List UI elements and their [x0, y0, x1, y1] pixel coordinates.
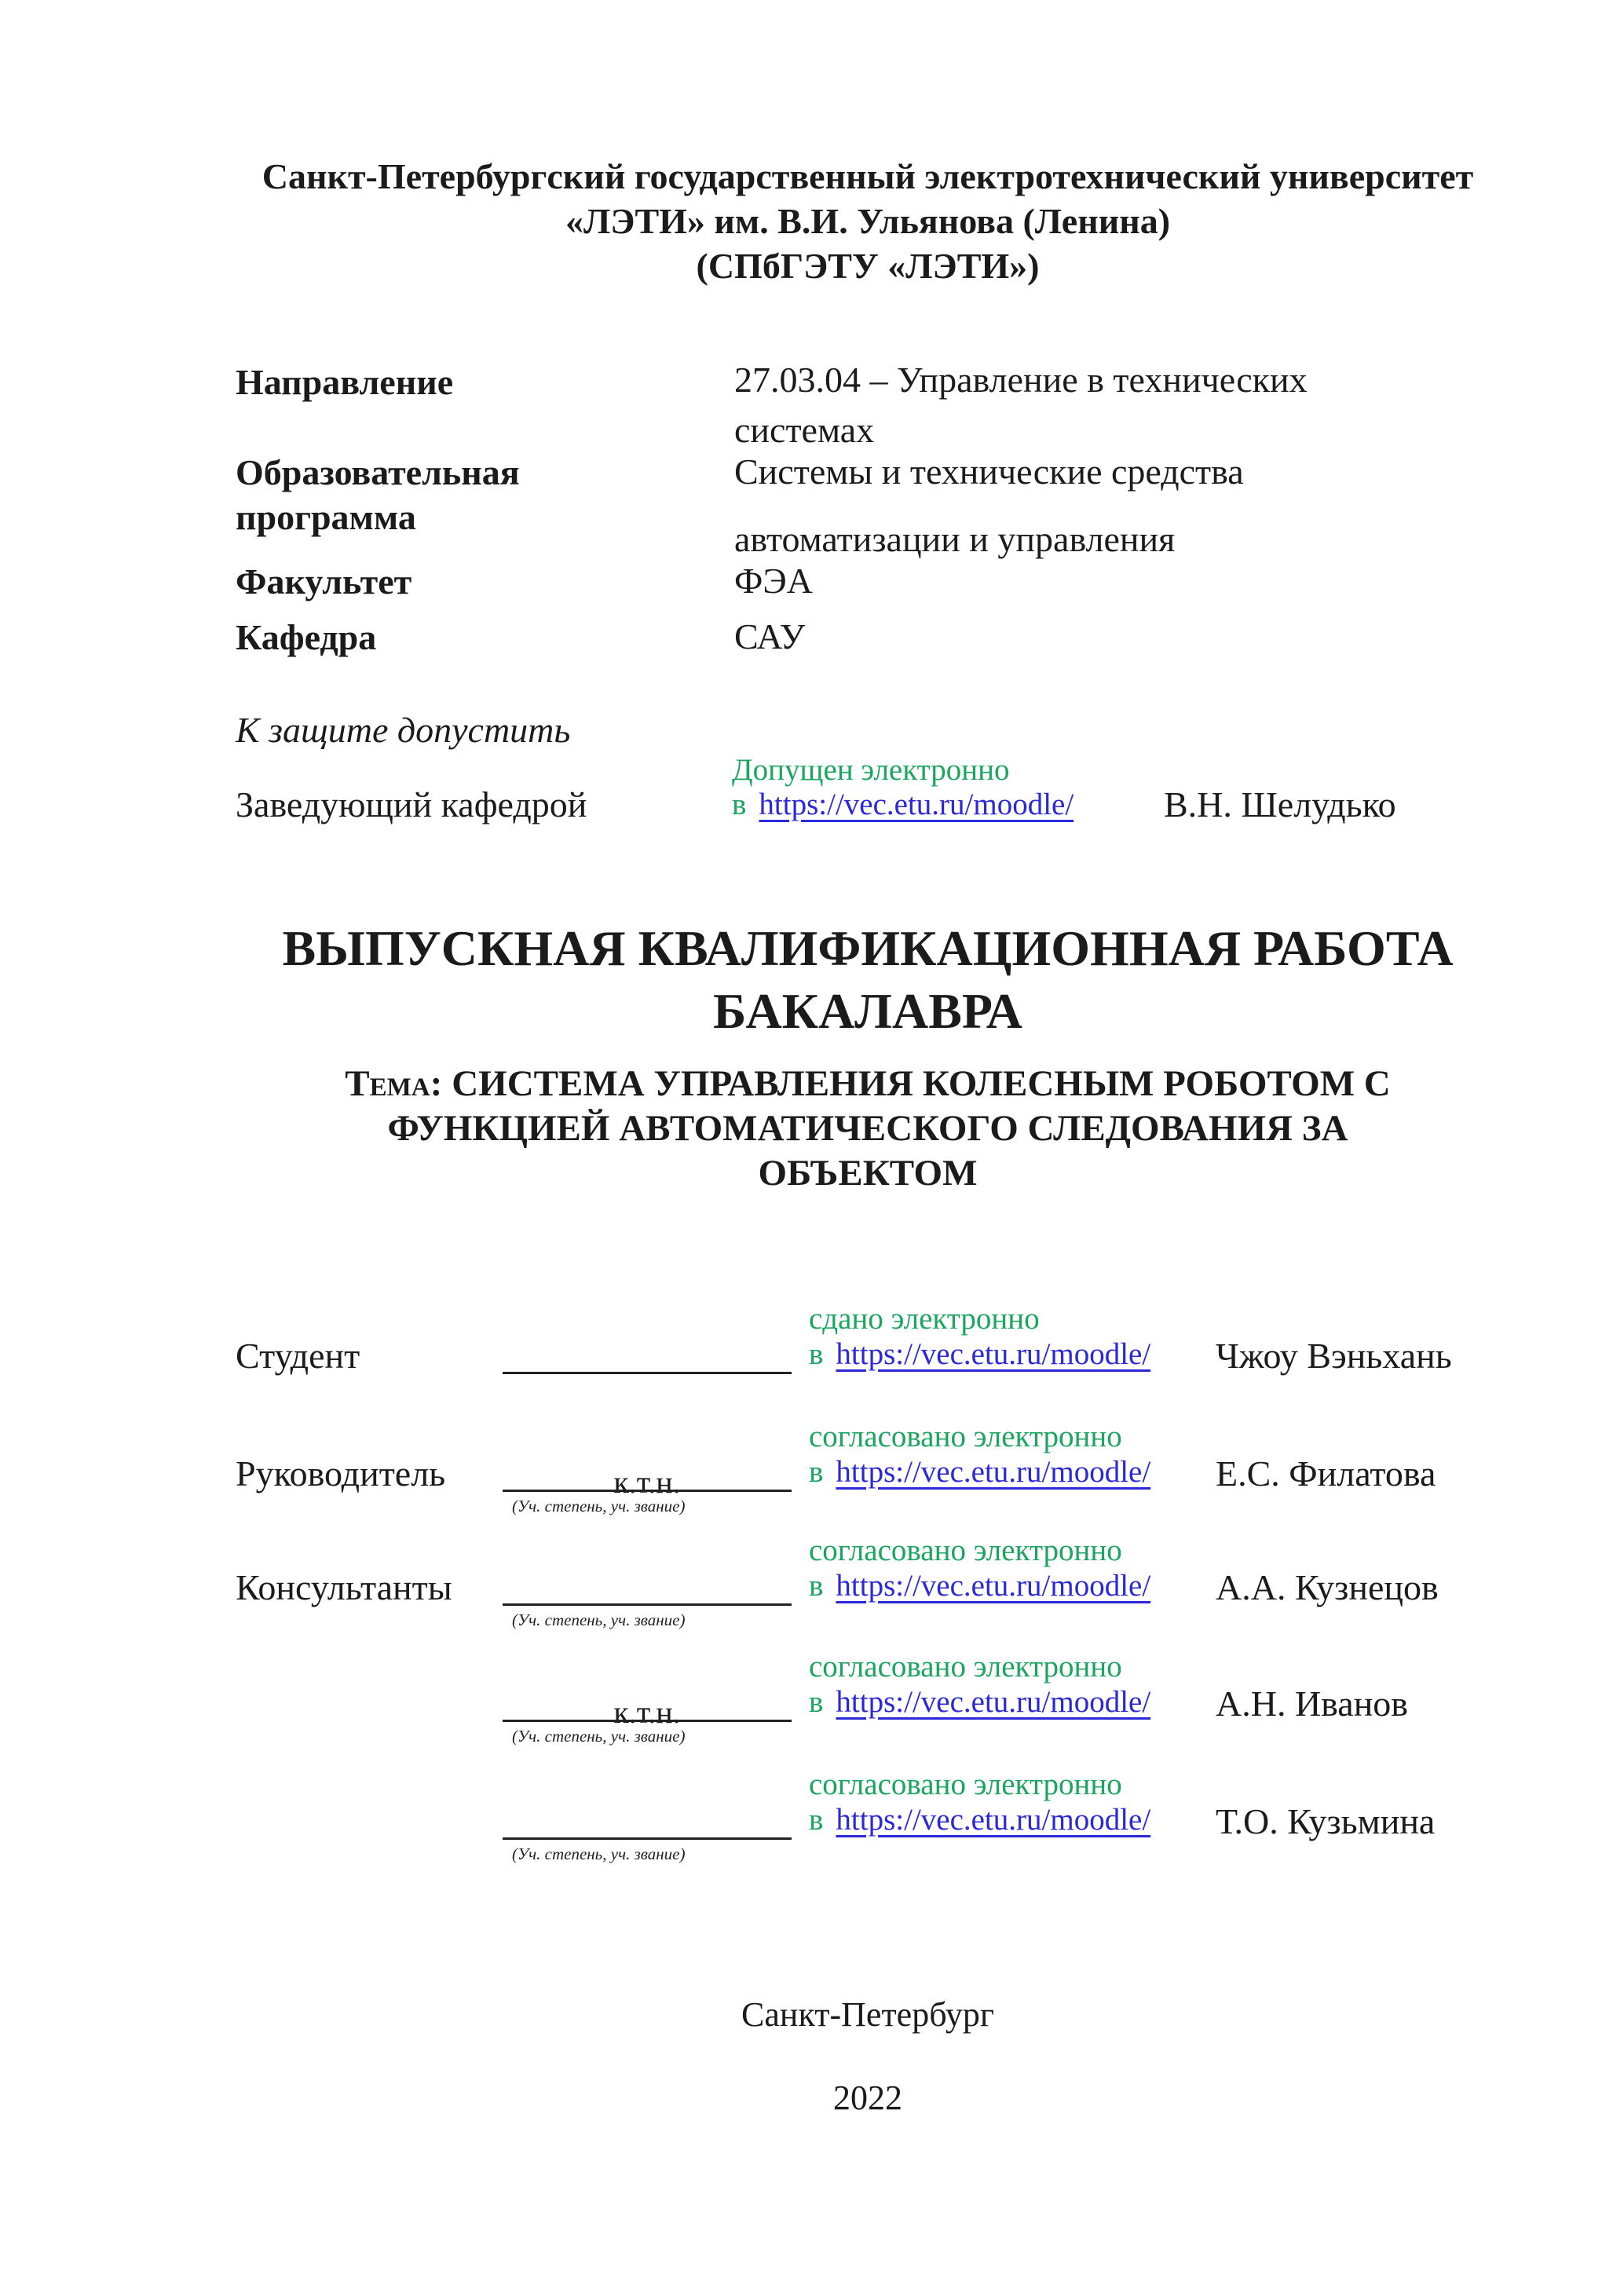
moodle-link[interactable]: https://vec.etu.ru/moodle/	[836, 1685, 1151, 1719]
signatory-name: А.А. Кузнецов	[1216, 1567, 1439, 1607]
signature-underline	[503, 1720, 792, 1722]
degree-caption: (Уч. степень, уч. звание)	[512, 1844, 686, 1863]
moodle-link[interactable]: https://vec.etu.ru/moodle/	[836, 1569, 1151, 1603]
moodle-link[interactable]: https://vec.etu.ru/moodle/	[836, 1803, 1151, 1837]
link-prefix: в	[809, 1337, 824, 1371]
department-value: САУ	[734, 616, 806, 656]
signature-role: Студент	[236, 1336, 360, 1376]
work-title-line2: БАКАЛАВРА	[712, 983, 1023, 1039]
e-sign-status: согласовано электронно	[809, 1534, 1122, 1567]
footer-year: 2022	[833, 2078, 902, 2117]
sign-link-line	[809, 1568, 1150, 1603]
direction-label: Направление	[236, 362, 454, 402]
university-name-line2: «ЛЭТИ» им. В.И. Ульянова (Ленина)	[565, 201, 1171, 241]
theme-text-line1: СИСТЕМА УПРАВЛЕНИЯ КОЛЕСНЫМ РОБОТОМ С	[452, 1063, 1391, 1104]
signature-underline	[503, 1372, 792, 1374]
link-prefix: в	[809, 1455, 824, 1489]
degree-caption: (Уч. степень, уч. звание)	[512, 1610, 686, 1629]
moodle-link[interactable]: https://vec.etu.ru/moodle/	[836, 1337, 1151, 1371]
sign-link-line	[809, 1336, 1150, 1372]
approve-note: К защите допустить	[236, 710, 571, 750]
e-sign-status: согласовано электронно	[809, 1768, 1122, 1801]
link-prefix: в	[809, 1569, 824, 1603]
theme-text-line3: ОБЪЕКТОМ	[758, 1153, 978, 1194]
university-abbreviation: (СПбГЭТУ «ЛЭТИ»)	[696, 246, 1040, 286]
signatory-name: Е.С. Филатова	[1216, 1453, 1436, 1493]
department-head-name: В.Н. Шелудько	[1164, 784, 1396, 824]
department-label: Кафедра	[236, 617, 377, 657]
program-label: Образовательная программа	[236, 452, 520, 537]
sign-link-line	[809, 1802, 1150, 1837]
degree-caption: (Уч. степень, уч. звание)	[512, 1497, 686, 1515]
e-sign-status: сдано электронно	[809, 1302, 1040, 1336]
faculty-value: ФЭА	[734, 561, 813, 601]
work-theme	[243, 1062, 1492, 1196]
theme-label: Тема:	[345, 1063, 443, 1104]
link-prefix: в	[809, 1803, 824, 1837]
faculty-label: Факультет	[236, 561, 412, 601]
link-prefix: в	[809, 1685, 824, 1719]
link-prefix: в	[732, 788, 747, 821]
theme-text-line2: ФУНКЦИЕЙ АВТОМАТИЧЕСКОГО СЛЕДОВАНИЯ ЗА	[387, 1108, 1348, 1149]
signature-underline	[503, 1837, 792, 1840]
admission-link-line	[732, 787, 1074, 822]
e-sign-status: согласовано электронно	[809, 1420, 1122, 1453]
work-title	[243, 917, 1492, 1043]
sign-link-line	[809, 1454, 1150, 1490]
university-header	[243, 154, 1492, 288]
degree-text: к.т.н.	[613, 1464, 681, 1500]
work-title-line1: ВЫПУСКНАЯ КВАЛИФИКАЦИОННАЯ РАБОТА	[282, 920, 1454, 976]
sign-link-line	[809, 1684, 1150, 1720]
moodle-link[interactable]: https://vec.etu.ru/moodle/	[759, 788, 1074, 821]
degree-caption: (Уч. степень, уч. звание)	[512, 1727, 686, 1746]
direction-value: 27.03.04 – Управление в технических системах	[734, 360, 1308, 450]
program-value: Системы и технические средства автоматизации и управления	[734, 452, 1244, 559]
degree-text: к.т.н.	[613, 1695, 681, 1730]
signatory-name: А.Н. Иванов	[1216, 1684, 1409, 1724]
signatory-name: Т.О. Кузьмина	[1216, 1801, 1436, 1841]
theme-line1	[243, 1062, 1492, 1106]
signatory-name: Чжоу Вэньхань	[1216, 1336, 1452, 1376]
footer-city: Санкт-Петербург	[741, 1995, 994, 2034]
signature-underline	[503, 1603, 792, 1606]
admission-status: Допущен электронно	[732, 753, 1010, 787]
signature-role: Консультанты	[236, 1567, 452, 1607]
moodle-link[interactable]: https://vec.etu.ru/moodle/	[836, 1455, 1151, 1489]
university-name-line1: Санкт-Петербургский государственный электротехнический университет	[262, 156, 1474, 196]
signature-underline	[503, 1490, 792, 1492]
signature-role: Руководитель	[236, 1453, 446, 1493]
department-head-role: Заведующий кафедрой	[236, 784, 587, 824]
e-sign-status: согласовано электронно	[809, 1650, 1122, 1684]
